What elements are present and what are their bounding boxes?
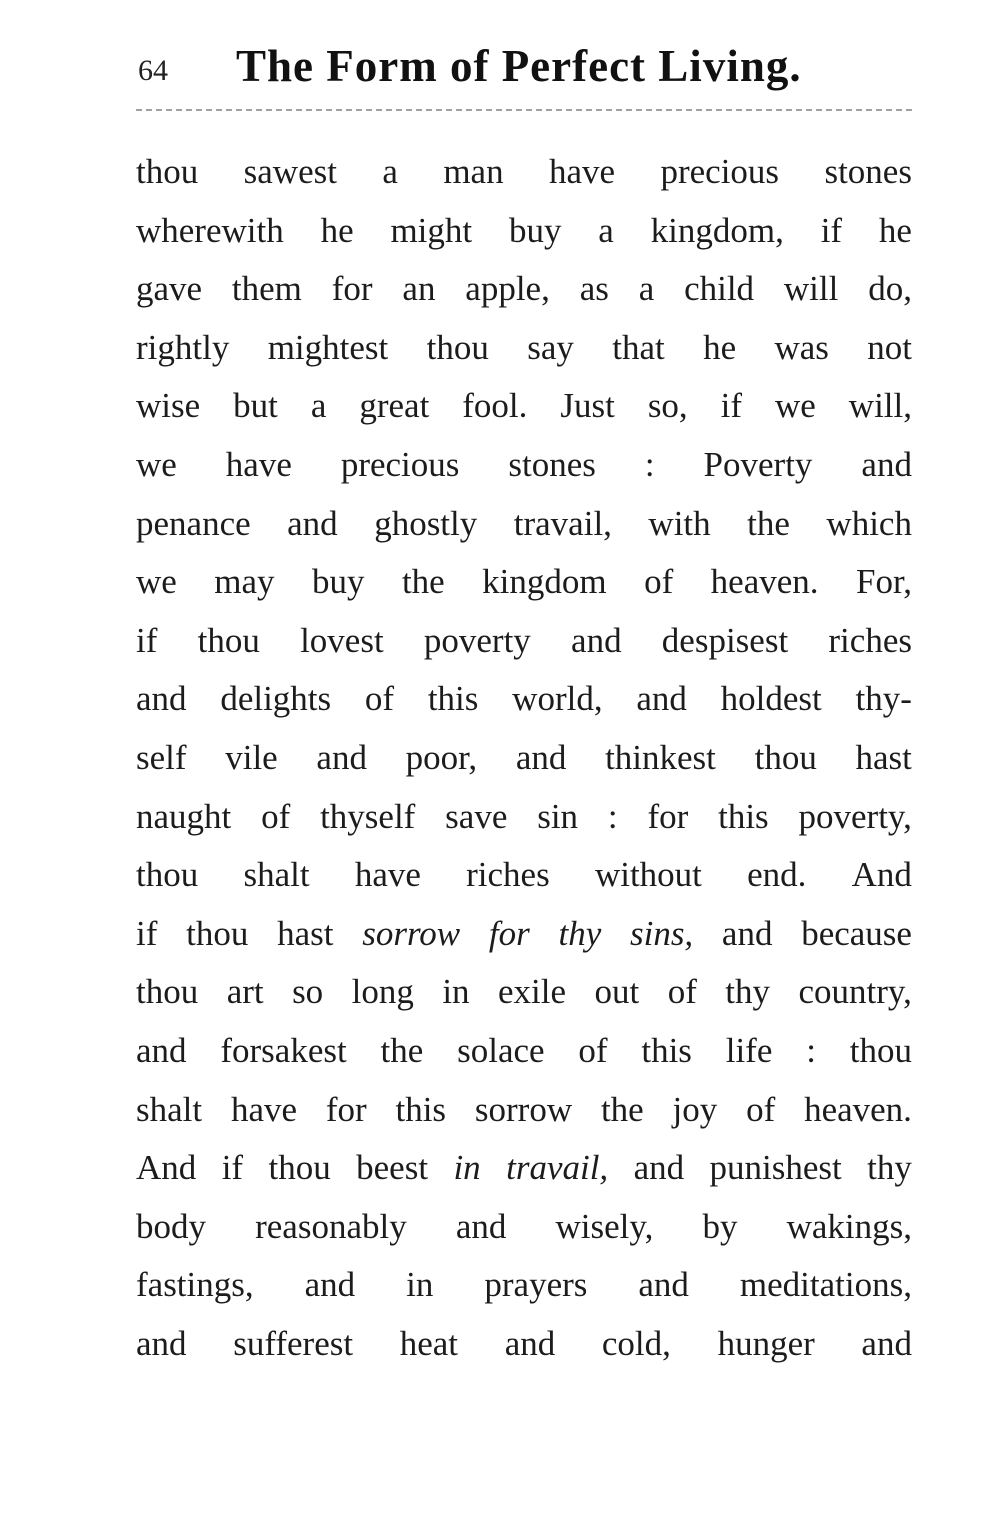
- word: man: [443, 152, 504, 191]
- text-line: [136, 1022, 912, 1081]
- word: if: [820, 210, 843, 250]
- word: and: [136, 1323, 187, 1363]
- word: have: [354, 855, 421, 895]
- text-line: [136, 377, 912, 436]
- word: hunger: [717, 1323, 815, 1363]
- text-line: [136, 143, 912, 202]
- word: and: [136, 679, 187, 719]
- word: And: [136, 1148, 197, 1188]
- word: thou: [426, 327, 489, 367]
- page-number: 64: [138, 54, 168, 87]
- text-line: [136, 1081, 912, 1140]
- word: solace: [457, 1030, 545, 1070]
- word: hast: [277, 913, 334, 953]
- word: and: [316, 737, 367, 777]
- word: stones: [824, 152, 912, 191]
- word: and: [861, 1323, 912, 1363]
- word: the: [401, 562, 445, 602]
- word: for: [331, 269, 373, 309]
- word: a: [598, 210, 614, 250]
- word: travail,: [513, 503, 612, 543]
- word: despisest: [661, 620, 789, 660]
- word: naught: [136, 796, 232, 836]
- word: a: [310, 386, 327, 426]
- word: reasonably: [255, 1206, 407, 1246]
- word: and: [571, 620, 622, 660]
- word: heaven.: [804, 1089, 912, 1129]
- word: we: [136, 444, 177, 484]
- word: of: [667, 972, 697, 1012]
- word: sin: [537, 796, 579, 836]
- word: have: [548, 152, 616, 191]
- word: the: [380, 1030, 424, 1070]
- text-line: [136, 319, 912, 378]
- word: shalt: [243, 855, 310, 895]
- word: mightest: [267, 327, 389, 367]
- word: do,: [868, 269, 912, 309]
- text-line: [136, 1198, 912, 1257]
- word: a: [638, 269, 655, 309]
- text-line: [136, 905, 912, 964]
- word: hast: [855, 737, 912, 777]
- word: and: [861, 444, 912, 484]
- word: sawest: [243, 152, 337, 191]
- word: heat: [399, 1323, 459, 1363]
- word: and: [636, 679, 687, 719]
- word: will,: [848, 386, 912, 426]
- word: so: [292, 972, 324, 1012]
- word: which: [826, 503, 912, 543]
- word: apple,: [465, 269, 550, 309]
- word: :: [607, 796, 618, 836]
- word: we: [136, 562, 177, 602]
- word: if: [720, 386, 743, 426]
- word: holdest: [720, 679, 822, 719]
- word: fool.: [462, 386, 528, 426]
- word: we: [775, 386, 816, 426]
- word: this: [641, 1030, 692, 1070]
- header-rule: [136, 109, 912, 111]
- text-line: [136, 260, 912, 319]
- word: sorrow: [362, 913, 461, 953]
- word: and: [136, 1030, 187, 1070]
- body-text: [136, 143, 912, 1373]
- word: heaven.: [710, 562, 819, 602]
- word: exile: [498, 972, 567, 1012]
- word: poverty: [423, 620, 531, 660]
- word: sins,: [629, 913, 694, 953]
- word: and: [638, 1265, 689, 1305]
- word: end.: [747, 855, 807, 895]
- word: of: [746, 1089, 776, 1129]
- word: lovest: [300, 620, 384, 660]
- word: thyself: [320, 796, 416, 836]
- text-line: [136, 1139, 912, 1198]
- word: stones: [508, 444, 596, 484]
- word: sufferest: [233, 1323, 354, 1363]
- word: of: [364, 679, 395, 719]
- text-line: [136, 1315, 912, 1374]
- word: precious: [660, 152, 780, 191]
- word: a: [382, 152, 398, 191]
- word: he: [703, 327, 737, 367]
- word: by: [702, 1206, 738, 1246]
- word: if: [221, 1148, 244, 1188]
- word: and: [304, 1265, 356, 1305]
- word: out: [594, 972, 640, 1012]
- word: and: [504, 1323, 556, 1363]
- text-line: [136, 788, 912, 847]
- word: thy: [558, 913, 602, 953]
- word: great: [359, 386, 430, 426]
- word: thou: [136, 152, 199, 191]
- word: this: [427, 679, 479, 719]
- text-line: [136, 729, 912, 788]
- word: forsakest: [220, 1030, 347, 1070]
- word: :: [806, 1030, 816, 1070]
- word: an: [402, 269, 436, 309]
- word: the: [747, 503, 790, 543]
- word: punishest: [709, 1148, 842, 1188]
- word: life: [725, 1030, 773, 1070]
- word: rightly: [136, 327, 230, 367]
- word: and: [515, 737, 567, 777]
- word: beest: [356, 1148, 429, 1188]
- word: but: [233, 386, 278, 426]
- word: :: [644, 444, 655, 484]
- word: And: [851, 855, 912, 895]
- word: thy-: [855, 679, 912, 719]
- word: save: [445, 796, 508, 836]
- word: wakings,: [786, 1206, 912, 1246]
- word: gave: [136, 269, 203, 309]
- word: long: [351, 972, 414, 1012]
- text-line: [136, 495, 912, 554]
- word: buy: [508, 210, 562, 250]
- word: if: [136, 620, 158, 660]
- word: have: [230, 1089, 298, 1129]
- word: may: [214, 562, 275, 602]
- word: meditations,: [739, 1265, 912, 1305]
- word: Just: [560, 386, 615, 426]
- word: might: [390, 210, 473, 250]
- word: kingdom,: [650, 210, 784, 250]
- word: in: [406, 1265, 434, 1305]
- text-line: [136, 202, 912, 261]
- word: was: [774, 327, 829, 367]
- word: and: [287, 503, 338, 543]
- word: country,: [798, 972, 912, 1012]
- word: cold,: [601, 1323, 671, 1363]
- word: For,: [855, 562, 912, 602]
- word: the: [600, 1089, 644, 1129]
- word: that: [612, 327, 665, 367]
- word: thou: [754, 737, 817, 777]
- word: for: [325, 1089, 367, 1129]
- word: thinkest: [605, 737, 716, 777]
- word: and: [721, 913, 773, 953]
- word: and: [633, 1148, 685, 1188]
- word: penance: [136, 503, 251, 543]
- word: vile: [225, 737, 278, 777]
- word: this: [718, 796, 769, 836]
- word: wisely,: [555, 1206, 654, 1246]
- word: this: [395, 1089, 447, 1129]
- word: and: [455, 1206, 507, 1246]
- word: say: [527, 327, 574, 367]
- word: child: [684, 269, 755, 309]
- word: art: [226, 972, 264, 1012]
- word: because: [801, 913, 912, 953]
- text-line: [136, 846, 912, 905]
- word: wherewith: [136, 210, 284, 250]
- word: thy: [725, 972, 771, 1012]
- text-line: [136, 612, 912, 671]
- text-line: [136, 963, 912, 1022]
- word: as: [579, 269, 609, 309]
- word: fastings,: [136, 1265, 254, 1305]
- word: will: [783, 269, 839, 309]
- running-header: [136, 40, 912, 110]
- text-line: [136, 436, 912, 495]
- word: ghostly: [374, 503, 478, 543]
- word: so,: [647, 386, 688, 426]
- word: for: [647, 796, 689, 836]
- word: thou: [136, 855, 199, 895]
- word: travail,: [506, 1148, 609, 1188]
- word: have: [225, 444, 292, 484]
- word: poverty,: [798, 796, 912, 836]
- word: poor,: [405, 737, 478, 777]
- word: precious: [340, 444, 460, 484]
- word: of: [261, 796, 291, 836]
- word: for: [488, 913, 530, 953]
- text-line: [136, 1256, 912, 1315]
- word: Poverty: [703, 444, 813, 484]
- word: he: [878, 210, 912, 250]
- word: delights: [220, 679, 332, 719]
- word: sorrow: [474, 1089, 573, 1129]
- word: joy: [672, 1089, 718, 1129]
- word: thy: [867, 1148, 912, 1188]
- word: wise: [136, 386, 201, 426]
- word: of: [578, 1030, 608, 1070]
- text-line: [136, 553, 912, 612]
- running-title: The Form of Perfect Living.: [236, 41, 802, 91]
- word: riches: [466, 855, 550, 895]
- word: of: [644, 562, 674, 602]
- word: prayers: [484, 1265, 588, 1305]
- word: self: [136, 737, 187, 777]
- word: world,: [512, 679, 603, 719]
- word: with: [648, 503, 711, 543]
- word: thou: [849, 1030, 912, 1070]
- word: if: [136, 913, 158, 953]
- word: in: [442, 972, 470, 1012]
- word: riches: [828, 620, 912, 660]
- word: in: [453, 1148, 481, 1188]
- word: thou: [197, 620, 260, 660]
- word: shalt: [136, 1089, 203, 1129]
- text-line: [136, 670, 912, 729]
- word: not: [867, 327, 912, 367]
- word: them: [231, 269, 302, 309]
- word: thou: [136, 972, 199, 1012]
- word: kingdom: [482, 562, 607, 602]
- word: he: [320, 210, 354, 250]
- word: without: [594, 855, 702, 895]
- word: thou: [186, 913, 249, 953]
- word: buy: [311, 562, 365, 602]
- word: body: [136, 1206, 206, 1246]
- word: thou: [268, 1148, 331, 1188]
